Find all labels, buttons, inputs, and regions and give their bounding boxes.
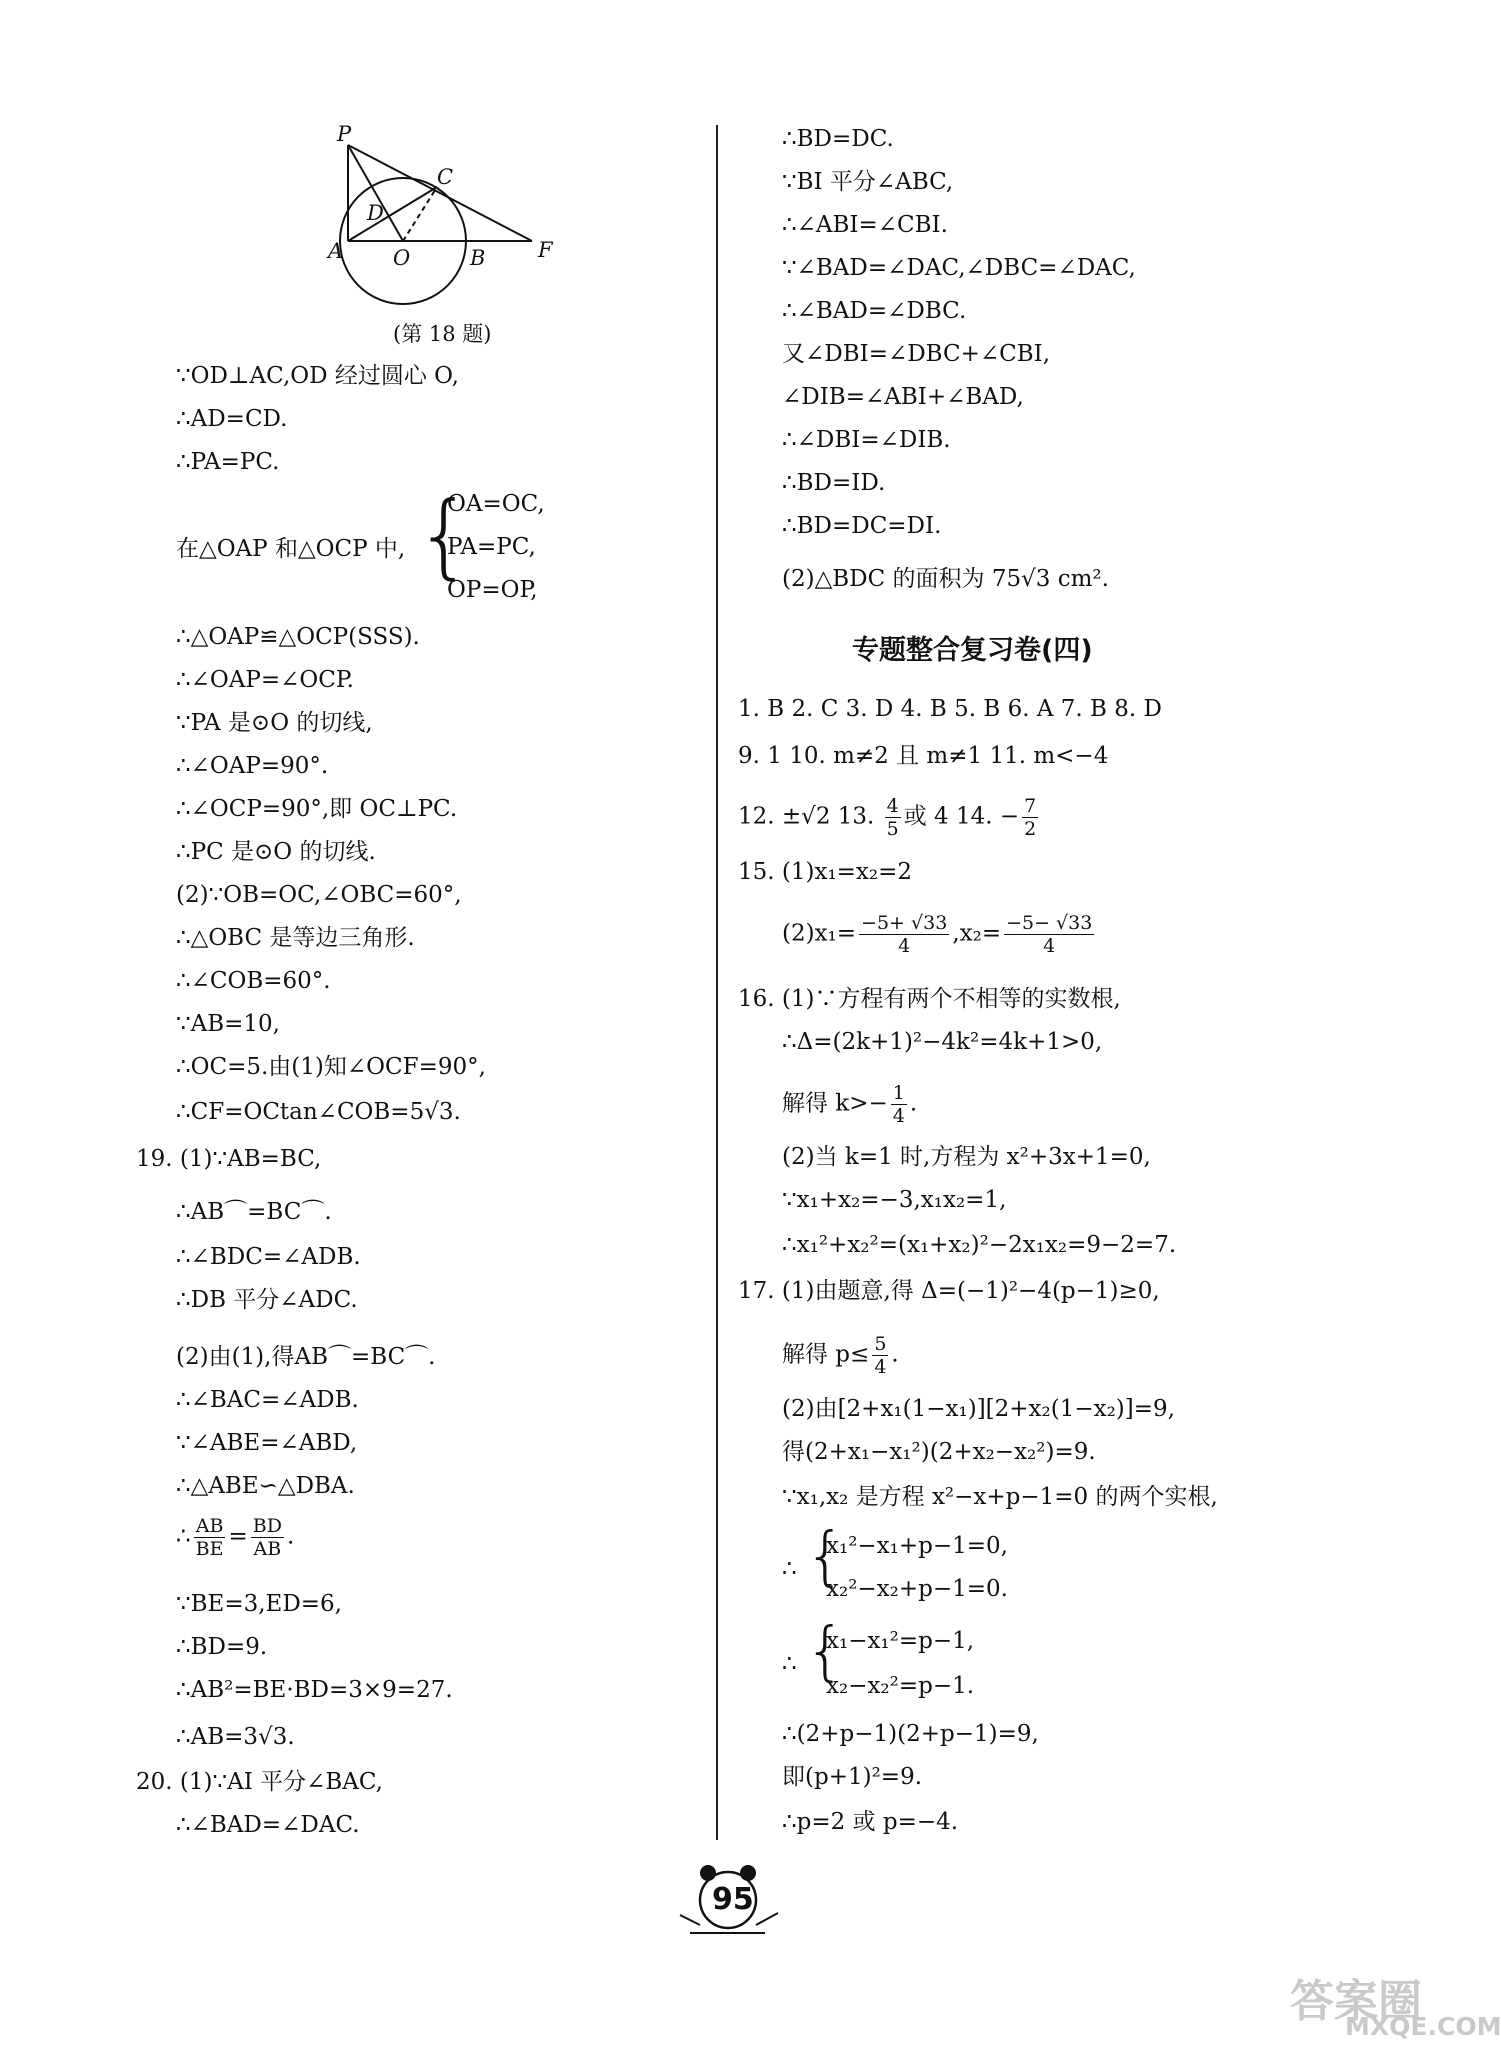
text-line: ∴△ABE∽△DBA. (176, 1473, 355, 1499)
frac-den: BE (195, 1538, 224, 1560)
text-line: ∴△OBC 是等边三角形. (176, 925, 415, 951)
line-ac (348, 187, 437, 241)
answers-9-11: 9. 1 10. m≠2 且 m≠1 11. m<−4 (738, 743, 1109, 769)
line-oc (403, 187, 437, 241)
section-heading: 专题整合复习卷(四) (852, 635, 1093, 666)
text-line: ∴OC=5.由(1)知∠OCF=90°, (176, 1054, 486, 1080)
system-line: OA=OC, (447, 491, 545, 517)
brace: { (805, 1615, 846, 1689)
text-line: ∴x₁²+x₂²=(x₁+x₂)²−2x₁x₂=9−2=7. (782, 1232, 1177, 1258)
figure-caption: (第 18 题) (393, 322, 492, 346)
question-19: 19. (1)∵AB=BC, (136, 1146, 322, 1172)
text-line: ∴∠BAD=∠DBC. (782, 298, 967, 324)
question-16: 16. (1)∵方程有两个不相等的实数根, (738, 986, 1121, 1012)
label-a: A (328, 239, 344, 263)
text-line: (2)当 k=1 时,方程为 x²+3x+1=0, (782, 1144, 1151, 1170)
frac-num: 7 (1024, 795, 1037, 817)
watermark-url: MXQE.COM (1345, 2012, 1501, 2041)
text-line: ∴BD=DC. (782, 126, 894, 152)
text-line: ∠DIB=∠ABI+∠BAD, (782, 384, 1024, 410)
text-line: 得(2+x₁−x₁²)(2+x₂−x₂²)=9. (782, 1439, 1096, 1465)
text-line: ∵BI 平分∠ABC, (782, 169, 954, 195)
text-line: (2)由[2+x₁(1−x₁)][2+x₂(1−x₂)]=9, (782, 1396, 1175, 1422)
watermark-logo: 答案圈 (1290, 1976, 1422, 2027)
text-line: ∴∠OAP=∠OCP. (176, 667, 354, 693)
text-line: 解得 k>− $\frac{1}{4}$ . (782, 1082, 918, 1127)
a5-pre: (2)x₁= (782, 920, 857, 947)
frac-den: 4 (898, 935, 911, 957)
text-line: ∴BD=9. (176, 1634, 268, 1660)
text-line: 即(p+1)²=9. (782, 1764, 923, 1790)
text-line: ∴p=2 或 p=−4. (782, 1809, 959, 1835)
text-line: ∵x₁,x₂ 是方程 x²−x+p−1=0 的两个实根, (782, 1484, 1218, 1510)
text-line: ∵BE=3,ED=6, (176, 1591, 342, 1617)
answers-12-14 (738, 795, 1041, 840)
frac-num: 5 (874, 1333, 887, 1355)
text-line: 又∠DBI=∠DBC+∠CBI, (782, 341, 1051, 367)
frac-num: −5− √33 (1006, 912, 1093, 934)
frac-den: 4 (1043, 935, 1056, 957)
answer-15: 15. (1)x₁=x₂=2 (738, 859, 913, 885)
therefore-symbol: ∴ (782, 1556, 797, 1582)
frac-den: 5 (886, 818, 899, 840)
text-line: ∴PC 是⊙O 的切线. (176, 839, 376, 865)
text-line: ∴∠DBI=∠DIB. (782, 427, 951, 453)
label-p: P (337, 122, 352, 146)
text-line: (2)由(1),得AB⌒=BC⌒. (176, 1344, 436, 1370)
brace: { (415, 482, 474, 589)
frac-num: AB (194, 1515, 226, 1538)
text-line: ∴BD=ID. (782, 470, 886, 496)
question-17: 17. (1)由题意,得 Δ=(−1)²−4(p−1)≥0, (738, 1278, 1160, 1304)
brace: { (805, 1520, 846, 1594)
text-line: ∵AB=10, (176, 1011, 280, 1037)
text-line: ∵OD⊥AC,OD 经过圆心 O, (176, 363, 459, 389)
label-b: B (470, 246, 486, 270)
frac-den: AB (253, 1538, 282, 1560)
system-line: x₂−x₂²=p−1. (826, 1673, 975, 1699)
text-line: ∴PA=PC. (176, 449, 280, 475)
label-o: O (393, 246, 411, 270)
system-line: OP=OP, (447, 577, 538, 603)
text-line: ∴CF=OCtan∠COB=5√3. (176, 1099, 461, 1125)
frac-num: BD (252, 1515, 282, 1537)
a5-mid: ,x₂= (952, 920, 1002, 947)
frac-num: 4 (886, 795, 899, 817)
text-line: ∵x₁+x₂=−3,x₁x₂=1, (782, 1187, 1007, 1213)
text-line: ∴AB=3√3. (176, 1724, 295, 1750)
text-line: ∴∠BAD=∠DAC. (176, 1812, 360, 1838)
system-line: x₂²−x₂+p−1=0. (826, 1576, 1008, 1602)
text-line: ∴∠OCP=90°,即 OC⊥PC. (176, 796, 458, 822)
text-line: (2)△BDC 的面积为 75√3 cm². (782, 566, 1109, 592)
text-line: (2)∵OB=OC,∠OBC=60°, (176, 882, 462, 908)
text-line: ∴Δ=(2k+1)²−4k²=4k+1>0, (782, 1029, 1103, 1055)
text-line: ∵PA 是⊙O 的切线, (176, 710, 373, 736)
frac-den: 4 (874, 1356, 887, 1378)
frac-num: −5+ √33 (861, 912, 948, 934)
text-line: 在△OAP 和△OCP 中, (176, 536, 406, 562)
text-line: ∵∠BAD=∠DAC,∠DBC=∠DAC, (782, 255, 1136, 281)
q17-2-pre: 解得 p≤ (782, 1341, 870, 1368)
label-d: D (367, 201, 384, 225)
fraction-line: ∴ $\frac{AB}{BE}$ = $\frac{BD}{AB}$ . (176, 1515, 295, 1560)
text-line: ∵∠ABE=∠ABD, (176, 1430, 358, 1456)
text-line: ∴∠BAC=∠ADB. (176, 1387, 359, 1413)
frac-den: 4 (892, 1105, 905, 1127)
text-line: ∴∠ABI=∠CBI. (782, 212, 948, 238)
frac-den: 2 (1024, 818, 1037, 840)
text-line: ∴AB⌒=BC⌒. (176, 1199, 332, 1225)
text-line: ∴∠OAP=90°. (176, 753, 329, 779)
label-f: F (538, 238, 553, 262)
frac-num: 1 (892, 1082, 905, 1104)
answers-1-8: 1. B 2. C 3. D 4. B 5. B 6. A 7. B 8. D (738, 696, 1162, 722)
text-line: ∴BD=DC=DI. (782, 513, 942, 539)
text-line: ∴∠COB=60°. (176, 968, 331, 994)
label-c: C (437, 165, 454, 189)
text-line: 解得 p≤ $\frac{5}{4}$ . (782, 1333, 899, 1378)
text-line: ∴AD=CD. (176, 406, 288, 432)
system-line: x₁²−x₁+p−1=0, (826, 1533, 1008, 1559)
question-20: 20. (1)∵AI 平分∠BAC, (136, 1769, 383, 1795)
system-line: PA=PC, (447, 534, 536, 560)
answer-15-2 (782, 912, 1097, 957)
page-number: 95 (712, 1882, 754, 1917)
q16-3-pre: 解得 k>− (782, 1090, 888, 1117)
therefore-symbol: ∴ (782, 1651, 797, 1677)
a3-pre: 12. ±√2 13. (738, 803, 882, 830)
text-line: ∴(2+p−1)(2+p−1)=9, (782, 1721, 1039, 1747)
text-line: ∴∠BDC=∠ADB. (176, 1244, 361, 1270)
text-line: ∴△OAP≌△OCP(SSS). (176, 624, 420, 650)
text-line: ∴AB²=BE·BD=3×9=27. (176, 1677, 453, 1703)
text-line: ∴DB 平分∠ADC. (176, 1287, 358, 1313)
column-divider (716, 125, 718, 1840)
system-line: x₁−x₁²=p−1, (826, 1628, 975, 1654)
a3-mid: 或 4 14. − (903, 803, 1020, 830)
